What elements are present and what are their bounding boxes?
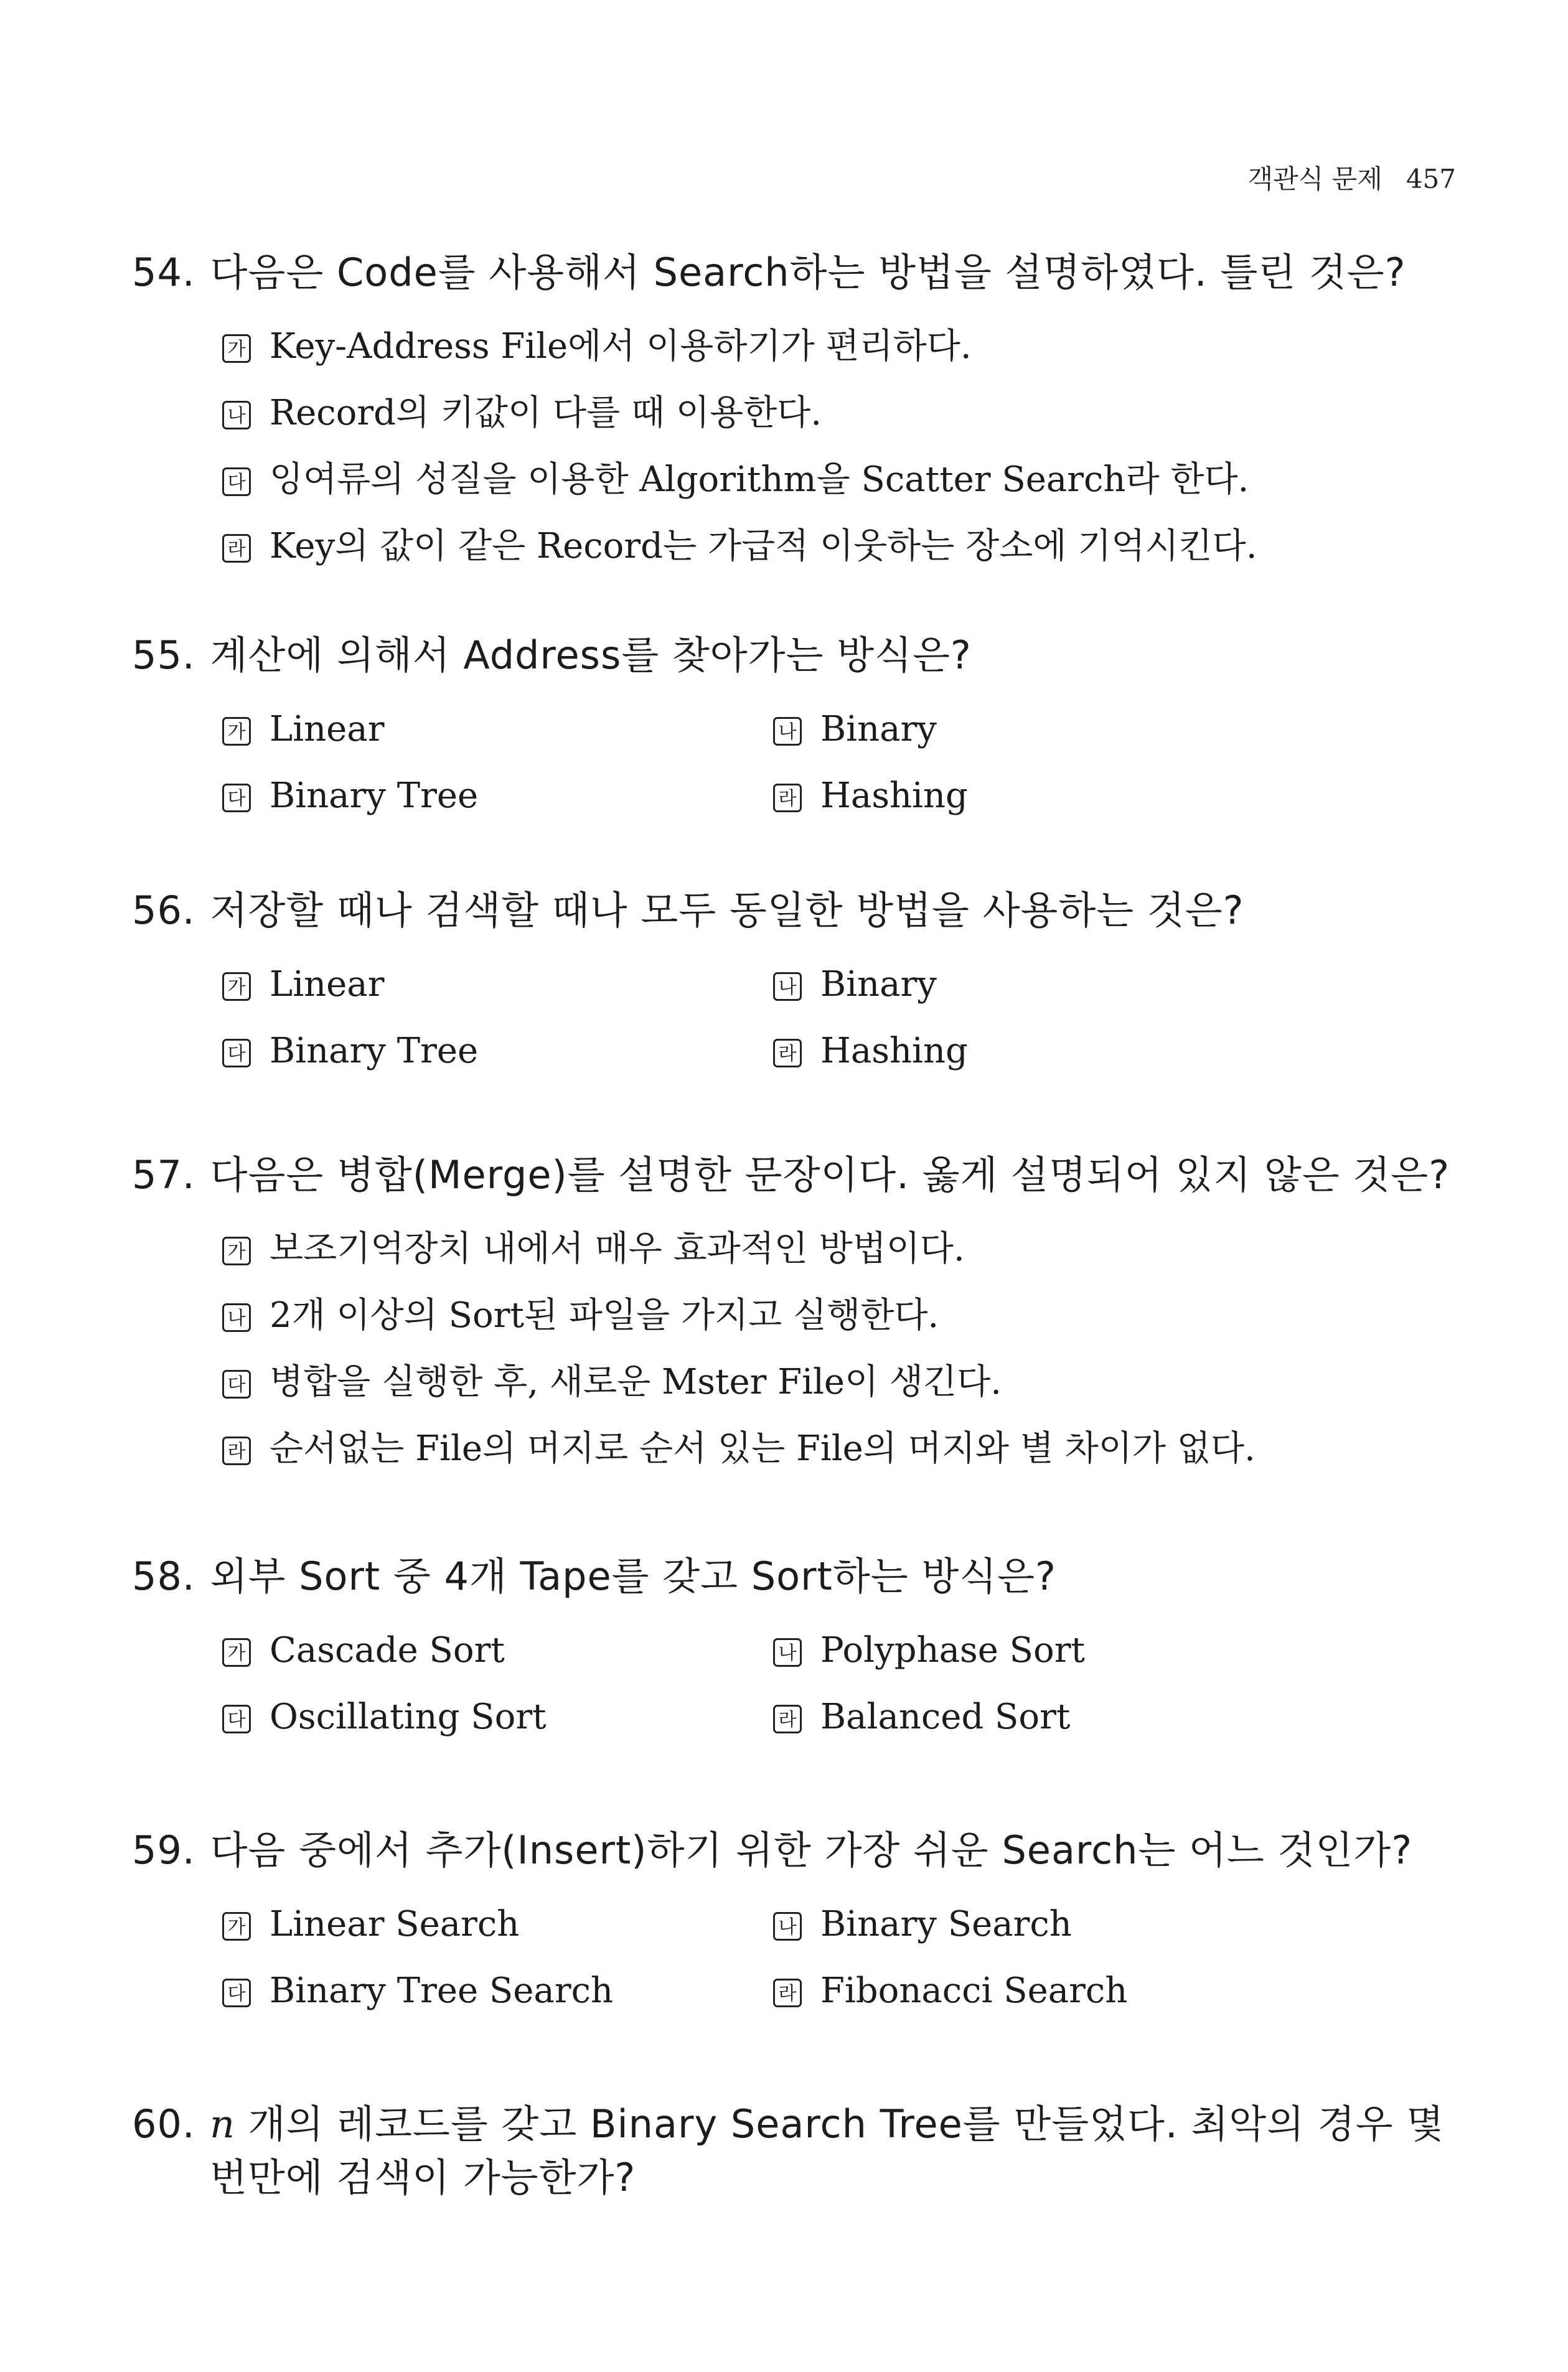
page-number: 457: [1406, 164, 1456, 194]
option-text: Oscillating Sort: [270, 1697, 547, 1737]
option-ga[interactable]: [222, 696, 773, 762]
option-ra[interactable]: [222, 513, 1464, 579]
question-number: 59.: [132, 1827, 195, 1873]
option-ra[interactable]: [773, 1684, 1333, 1750]
option-ra[interactable]: [222, 1415, 1464, 1482]
option-mark-da: 다: [222, 1705, 251, 1733]
option-text: Cascade Sort: [270, 1630, 505, 1671]
option-text: 잉여류의 성질을 이용한 Algorithm을 Scatter Search라 한다.: [270, 459, 1249, 500]
option-list: [222, 313, 1464, 579]
option-mark-na: 나: [773, 1638, 802, 1667]
option-mark-ra: 라: [773, 1979, 802, 2007]
option-text: 보조기억장치 내에서 매우 효과적인 방법이다.: [270, 1229, 965, 1269]
running-header: [1248, 159, 1456, 196]
option-da[interactable]: [222, 1957, 773, 2024]
option-text: Fibonacci Search: [820, 1971, 1128, 2011]
option-list: [222, 1617, 1464, 1750]
option-mark-ga: 가: [222, 1912, 251, 1941]
option-text: Key-Address File에서 이용하기가 편리하다.: [270, 326, 972, 367]
option-text: 순서없는 File의 머지로 순서 있는 File의 머지와 별 차이가 없다.: [270, 1428, 1256, 1469]
variable-n: n: [210, 2101, 235, 2147]
option-list: [222, 696, 1464, 829]
option-na[interactable]: [773, 951, 1333, 1018]
option-text: Record의 키값이 다를 때 이용한다.: [270, 393, 822, 433]
question-number: 58.: [132, 1554, 195, 1599]
option-text: Polyphase Sort: [820, 1630, 1086, 1671]
option-text: 2개 이상의 Sort된 파일을 가지고 실행한다.: [270, 1295, 939, 1336]
question-stem: [132, 1148, 1464, 1202]
option-mark-na: 나: [773, 717, 802, 746]
question-text: 다음은 병합(Merge)를 설명한 문장이다. 옳게 설명되어 있지 않은 것은?: [210, 1152, 1450, 1198]
option-mark-na: 나: [773, 972, 802, 1001]
option-da[interactable]: [222, 1349, 1464, 1415]
option-ra[interactable]: [773, 1018, 1333, 1084]
question-number: 56.: [132, 888, 195, 933]
option-mark-da: 다: [222, 1979, 251, 2007]
option-ga[interactable]: [222, 1617, 773, 1684]
option-list: [222, 951, 1464, 1084]
option-ra[interactable]: [773, 1957, 1333, 2024]
question-stem: [132, 1550, 1464, 1603]
option-mark-ra: 라: [773, 1705, 802, 1733]
option-mark-ga: 가: [222, 1638, 251, 1667]
option-mark-ga: 가: [222, 717, 251, 746]
option-ga[interactable]: [222, 1216, 1464, 1282]
question-number: 60.: [132, 2101, 195, 2147]
option-text: Hashing: [820, 1031, 968, 1071]
option-na[interactable]: [222, 380, 1464, 446]
question-text: 계산에 의해서 Address를 찾아가는 방식은?: [210, 632, 972, 678]
option-mark-da: 다: [222, 784, 251, 812]
option-text: Binary: [820, 709, 937, 749]
option-text: Binary Tree: [270, 776, 479, 816]
option-text: Binary Tree: [270, 1031, 479, 1071]
option-text: Linear: [270, 709, 385, 749]
option-da[interactable]: [222, 1018, 773, 1084]
option-text: Hashing: [820, 776, 968, 816]
option-text: Linear Search: [270, 1904, 520, 1944]
question-number: 57.: [132, 1152, 195, 1198]
question-58: [132, 1550, 1464, 1750]
question-number: 54.: [132, 250, 195, 295]
option-na[interactable]: [773, 1617, 1333, 1684]
option-da[interactable]: [222, 762, 773, 829]
question-56: [132, 884, 1464, 1084]
option-text: 병합을 실행한 후, 새로운 Mster File이 생긴다.: [270, 1362, 1002, 1402]
option-text: Binary Search: [820, 1904, 1072, 1944]
option-ra[interactable]: [773, 762, 1333, 829]
question-text: 외부 Sort 중 4개 Tape를 갖고 Sort하는 방식은?: [210, 1554, 1056, 1599]
question-text: 다음 중에서 추가(Insert)하기 위한 가장 쉬운 Search는 어느 것인가?: [210, 1827, 1413, 1873]
option-text: Binary Tree Search: [270, 1971, 614, 2011]
option-mark-da: 다: [222, 467, 251, 496]
question-stem: [132, 246, 1464, 299]
question-stem: [132, 2098, 1464, 2205]
option-list: [222, 1216, 1464, 1482]
option-ga[interactable]: [222, 1891, 773, 1957]
question-59: [132, 1824, 1464, 2024]
option-list: [222, 1891, 1464, 2024]
question-text: 저장할 때나 검색할 때나 모두 동일한 방법을 사용하는 것은?: [210, 888, 1244, 933]
option-mark-na: 나: [222, 401, 251, 429]
option-mark-ra: 라: [222, 1437, 251, 1465]
option-mark-na: 나: [222, 1303, 251, 1332]
option-mark-ga: 가: [222, 1237, 251, 1265]
option-ga[interactable]: [222, 313, 1464, 380]
question-stem: [132, 884, 1464, 937]
question-text: 개의 레코드를 갖고 Binary Search Tree를 만들었다. 최악의 경우 몇 번만에 검색이 가능한가?: [210, 2101, 1445, 2200]
option-text: Balanced Sort: [820, 1697, 1071, 1737]
option-na[interactable]: [773, 1891, 1333, 1957]
question-stem: [132, 629, 1464, 682]
question-60: [132, 2098, 1464, 2205]
option-text: Linear: [270, 964, 385, 1005]
question-55: [132, 629, 1464, 829]
option-mark-na: 나: [773, 1912, 802, 1941]
option-mark-ra: 라: [222, 534, 251, 563]
option-mark-ga: 가: [222, 972, 251, 1001]
option-mark-da: 다: [222, 1370, 251, 1399]
option-mark-ra: 라: [773, 1039, 802, 1067]
option-mark-ga: 가: [222, 334, 251, 363]
section-title: 객관식 문제: [1247, 164, 1383, 194]
question-number: 55.: [132, 632, 195, 678]
option-da[interactable]: [222, 446, 1464, 513]
question-54: [132, 246, 1464, 579]
option-da[interactable]: [222, 1684, 773, 1750]
option-ga[interactable]: [222, 951, 773, 1018]
option-text: Key의 값이 같은 Record는 가급적 이웃하는 장소에 기억시킨다.: [270, 526, 1257, 566]
option-na[interactable]: [773, 696, 1333, 762]
question-57: [132, 1148, 1464, 1482]
question-stem: [132, 1824, 1464, 1877]
option-mark-ra: 라: [773, 784, 802, 812]
question-text: 다음은 Code를 사용해서 Search하는 방법을 설명하였다. 틀린 것은?: [210, 250, 1406, 295]
option-na[interactable]: [222, 1282, 1464, 1349]
option-text: Binary: [820, 964, 937, 1005]
option-mark-da: 다: [222, 1039, 251, 1067]
